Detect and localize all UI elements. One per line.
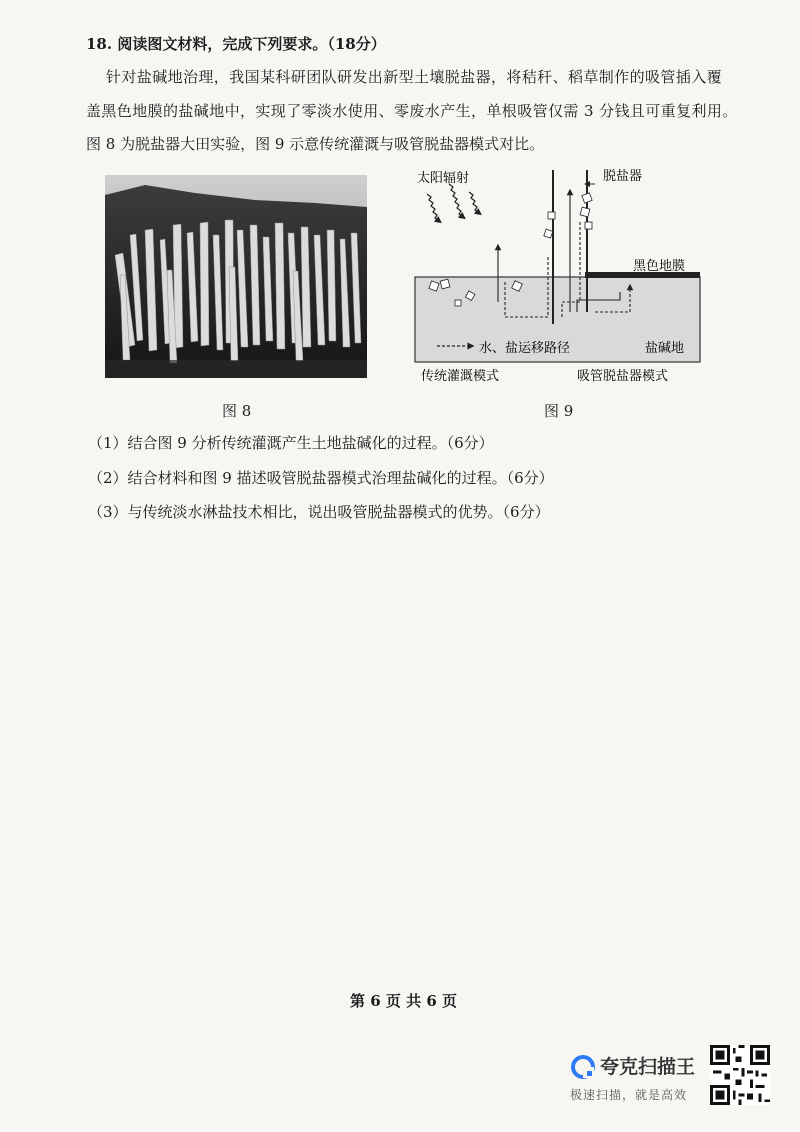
label-straw-desalinator-mode: 吸管脱盐器模式 bbox=[577, 369, 669, 384]
subquestion-1: （1）结合图 9 分析传统灌溉产生土地盐碱化的过程。（6分） bbox=[88, 434, 494, 452]
material-paragraph-line-2: 盖黑色地膜的盐碱地中，实现了零淡水使用、零废水产生，单根吸管仅需 3 分钱且可重复利用。 bbox=[86, 102, 738, 120]
qr-code-icon bbox=[710, 1045, 770, 1105]
figure8-field-photo bbox=[105, 175, 367, 378]
page-number-footer: 第 6 页 共 6 页 bbox=[350, 992, 457, 1010]
material-paragraph-line-1: 针对盐碱地治理，我国某科研团队研发出新型土壤脱盐器，将秸秆、稻草制作的吸管插入覆 bbox=[106, 68, 723, 86]
subquestion-2: （2）结合材料和图 9 描述吸管脱盐器模式治理盐碱化的过程。（6分） bbox=[88, 469, 554, 487]
scanner-slogan: 极速扫描，就是高效 bbox=[570, 1088, 688, 1102]
label-desalinator: 脱盐器 bbox=[603, 169, 643, 184]
subquestion-3: （3）与传统淡水淋盐技术相比，说出吸管脱盐器模式的优势。（6分） bbox=[88, 503, 550, 521]
scanner-logo-icon bbox=[570, 1054, 596, 1080]
legend-water-salt-path: 水、盐运移路径 bbox=[479, 341, 571, 356]
material-paragraph-line-3: 图 8 为脱盐器大田实验，图 9 示意传统灌溉与吸管脱盐器模式对比。 bbox=[86, 135, 545, 153]
label-black-film: 黑色地膜 bbox=[633, 259, 686, 274]
question-title: 18. 阅读图文材料，完成下列要求。（18分） bbox=[86, 35, 386, 53]
label-traditional-irrigation: 传统灌溉模式 bbox=[421, 369, 500, 384]
figure8-caption: 图 8 bbox=[222, 402, 252, 420]
figure9-diagram bbox=[405, 162, 705, 392]
scanner-brand-name: 夸克扫描王 bbox=[600, 1056, 696, 1078]
figure9-caption: 图 9 bbox=[544, 402, 574, 420]
label-solar-radiation: 太阳辐射 bbox=[417, 171, 470, 186]
label-saline-land: 盐碱地 bbox=[645, 341, 685, 356]
